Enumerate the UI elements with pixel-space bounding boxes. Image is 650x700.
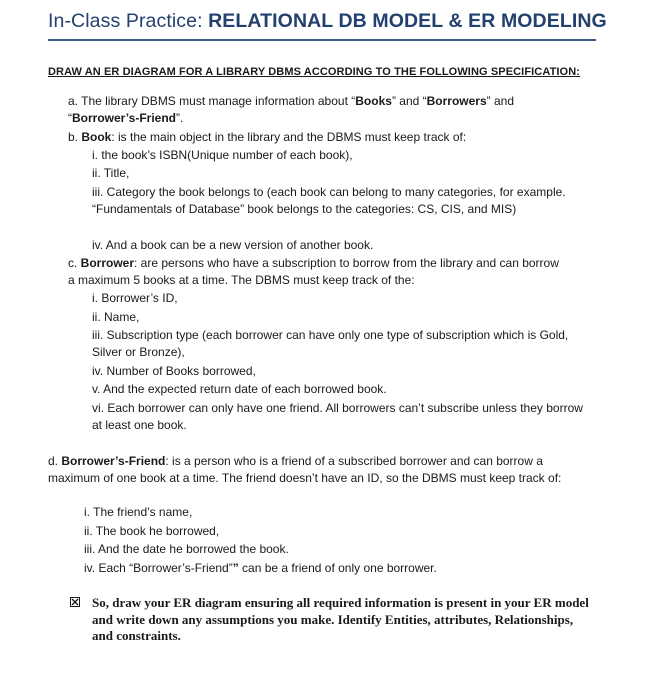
item-c-ii: ii. Name, <box>92 310 140 324</box>
item-c-iv: iv. Number of Books borrowed, <box>92 364 256 378</box>
item-d-ii: ii. The book he borrowed, <box>84 524 220 538</box>
item-b-i: i. the book’s ISBN(Unique number of each book), <box>92 148 353 162</box>
item-c: c. Borrower: are persons who have a subscription to borrow from the library and can borrow a maximum 5 books at a time. The DBMS must keep track of the: <box>68 256 559 287</box>
item-c-vi: vi. Each borrower can only have one friend. All borrowers can’t subscribe unless they borrow at least one book. <box>92 401 583 432</box>
title-bold: RELATIONAL DB MODEL & ER MODELING <box>208 10 607 32</box>
item-b-iv: iv. And a book can be a new version of another book. <box>92 238 374 252</box>
title-bar <box>48 10 607 41</box>
item-a: a. The library DBMS must manage information about “Books” and “Borrowers” and “Borrower’s-Friend”. <box>68 94 515 125</box>
item-b-ii: ii. Title, <box>92 166 130 180</box>
instruction-text: So, draw your ER diagram ensuring all required information is present in your ER model and write down any assumptions you make. Identify Entities, attributes, Relationships, and constraints. <box>92 595 589 643</box>
item-b-iii: iii. Category the book belongs to (each book can belong to many categories, for example. “Fundamentals of Database” book belongs to the categories: CS, CIS, and MIS) <box>92 185 566 216</box>
section-heading: DRAW AN ER DIAGRAM FOR A LIBRARY DBMS ACCORDING TO THE FOLLOWING SPECIFICATION: <box>48 66 581 78</box>
item-d-i: i. The friend’s name, <box>84 505 193 519</box>
item-c-v: v. And the expected return date of each borrowed book. <box>92 382 387 396</box>
item-d-iii: iii. And the date he borrowed the book. <box>84 542 289 556</box>
item-d-iv: iv. Each “Borrower’s-Friend”” can be a friend of only one borrower. <box>84 561 437 575</box>
instruction-note <box>70 595 590 645</box>
item-c-i: i. Borrower’s ID, <box>92 291 178 305</box>
item-c-iii: iii. Subscription type (each borrower can have only one type of subscription which is Gold, Silver or Bronze), <box>92 328 569 359</box>
item-d: d. Borrower’s-Friend: is a person who is a friend of a subscribed borrower and can borrow a maximum of one book at a time. The friend doesn’t have an ID, so the DBMS must keep track of: <box>48 454 562 485</box>
item-b: b. Book: is the main object in the library and the DBMS must keep track of: <box>68 130 467 144</box>
title-prefix: In-Class Practice: <box>48 10 209 32</box>
checkbox-x-icon <box>70 597 80 607</box>
page-title <box>48 10 607 33</box>
